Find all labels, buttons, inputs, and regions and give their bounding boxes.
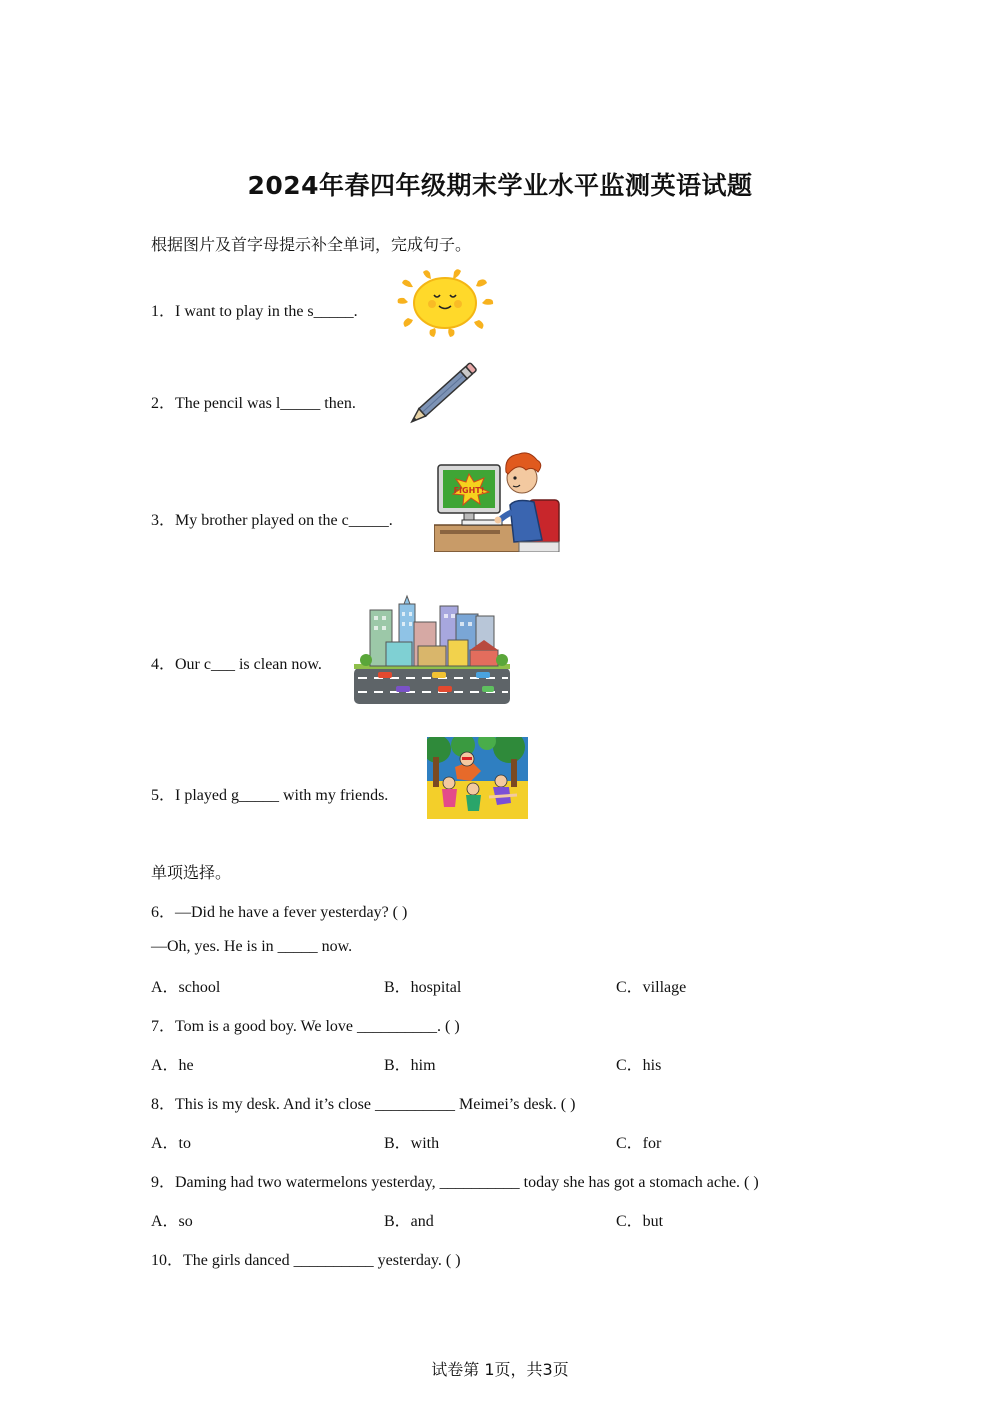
q7-option-a[interactable]: A．he — [151, 1057, 194, 1074]
q6-option-b[interactable]: B．hospital — [384, 979, 462, 996]
question-2: 2．The pencil was l_____ then. — [151, 395, 356, 412]
page-footer: 试卷第 1页，共3页 — [431, 1360, 569, 1379]
section-heading-multiple-choice: 单项选择。 — [151, 863, 232, 882]
q6-option-c[interactable]: C．village — [616, 979, 687, 996]
q6-option-a[interactable]: A．school — [151, 979, 221, 996]
q9-option-b[interactable]: B．and — [384, 1213, 434, 1230]
q7-option-b[interactable]: B．him — [384, 1057, 436, 1074]
page-title: 2024年春四年级期末学业水平监测英语试题 — [247, 171, 753, 200]
q8-option-c[interactable]: C．for — [616, 1135, 662, 1152]
question-6-response: —Oh, yes. He is in _____ now. — [151, 938, 353, 955]
screen-fight-text: FIGHT! — [453, 486, 485, 495]
question-10: 10．The girls danced __________ yesterday. ( ) — [151, 1252, 461, 1269]
section-heading-fill-in: 根据图片及首字母提示补全单词，完成句子。 — [151, 235, 472, 254]
question-7: 7．Tom is a good boy. We love __________. ( ) — [151, 1018, 460, 1035]
kids-playing-illustration — [427, 737, 528, 819]
sun-icon — [394, 268, 496, 338]
question-8: 8．This is my desk. And it’s close __________ Meimei’s desk. ( ) — [151, 1096, 576, 1113]
city-illustration — [352, 594, 512, 706]
question-6: 6．—Did he have a fever yesterday? ( ) — [151, 904, 408, 921]
boy-computer-illustration — [434, 450, 566, 552]
question-5: 5．I played g_____ with my friends. — [151, 787, 389, 804]
question-9: 9．Daming had two watermelons yesterday, __________ today she has got a stomach ache. ( ) — [151, 1174, 759, 1191]
q7-option-c[interactable]: C．his — [616, 1057, 662, 1074]
q8-option-b[interactable]: B．with — [384, 1135, 440, 1152]
q8-option-a[interactable]: A．to — [151, 1135, 192, 1152]
question-4: 4．Our c___ is clean now. — [151, 656, 322, 673]
q9-option-c[interactable]: C．but — [616, 1213, 664, 1230]
q9-option-a[interactable]: A．so — [151, 1213, 193, 1230]
pencil-icon — [406, 356, 486, 426]
question-1: 1．I want to play in the s_____. — [151, 303, 358, 320]
question-3: 3．My brother played on the c_____. — [151, 512, 393, 529]
